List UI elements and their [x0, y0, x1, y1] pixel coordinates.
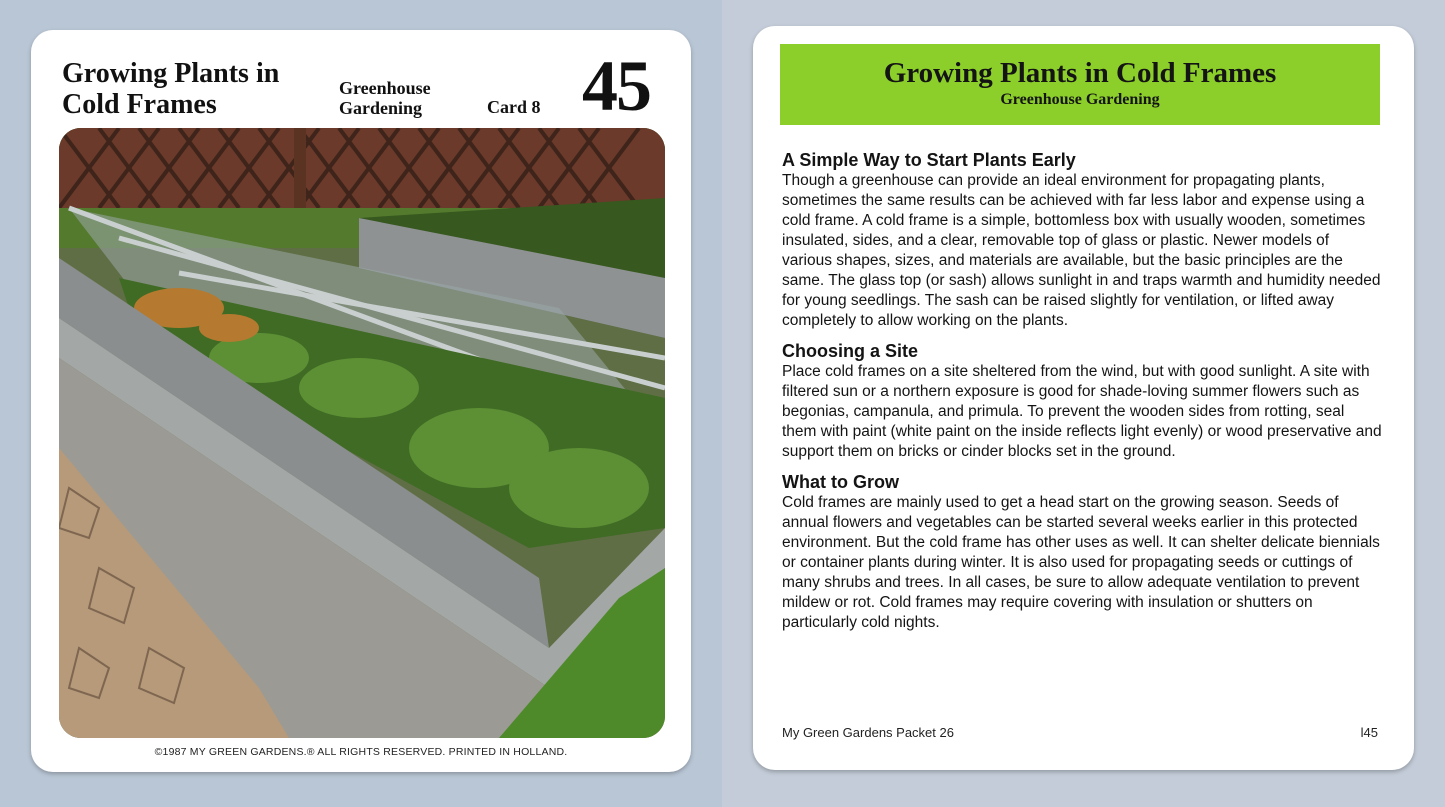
packet-label: My Green Gardens Packet 26: [782, 725, 954, 740]
card-label: Card 8: [487, 97, 541, 117]
section-choosing-site: [782, 341, 1382, 462]
section-simple-way: [782, 150, 1382, 331]
front-card: [31, 30, 691, 772]
card-number: 45: [582, 46, 650, 126]
title-banner: [780, 44, 1380, 125]
back-subtitle: Greenhouse Gardening: [1000, 91, 1160, 108]
cold-frame-photo: [59, 128, 665, 738]
section-body: Cold frames are mainly used to get a head start on the growing season. Seeds of annual flowers and vegetables can be started several weeks earlier in this protected environment. But the cold frame has other uses as well. It can shelter delicate biennials or container plants during winter. It is also used for propagating seeds or cuttings of many shrubs and trees. In all cases, be sure to allow adequate ventilation to prevent mildew or rot. Cold frames may require covering with insulation or shutters on particularly cold nights.: [782, 494, 1380, 631]
back-title: Growing Plants in Cold Frames: [883, 57, 1277, 89]
card-code: l45: [1360, 725, 1378, 740]
section-heading: Choosing a Site: [782, 341, 919, 361]
section-heading: What to Grow: [782, 472, 899, 492]
front-title: Growing Plants in Cold Frames: [62, 58, 280, 120]
back-card: [753, 26, 1414, 770]
section-what-to-grow: [782, 472, 1382, 633]
front-category: Greenhouse Gardening: [339, 78, 431, 118]
copyright-notice: ©1987 MY GREEN GARDENS.® ALL RIGHTS RESERVED. PRINTED IN HOLLAND.: [154, 746, 568, 758]
section-body: Place cold frames on a site sheltered from the wind, but with good sunlight. A site with filtered sun or a northern exposure is good for shade-loving summer flowers such as begonias, campanula, and primula. To prevent the wooden sides from rotting, seal them with paint (white paint on the inside reflects light evenly) or wood preservative and support them on bricks or cinder blocks set in the ground.: [782, 363, 1382, 460]
section-heading: A Simple Way to Start Plants Early: [782, 150, 1076, 170]
section-body: Though a greenhouse can provide an ideal environment for propagating plants, sometimes the same results can be achieved with far less labor and expense using a cold frame. A cold frame is a simple, bottomless box with usually wooden, sometimes insulated, sides, and a clear, removable top of glass or plastic. Newer models of various shapes, sizes, and materials are available, but the basic principles are the same. The glass top (or sash) allows sunlight in and traps warmth and humidity needed for young seedlings. The sash can be raised slightly for ventilation, or lifted away completely to allow working on the plants.: [782, 172, 1381, 329]
card-content: [782, 150, 1382, 643]
